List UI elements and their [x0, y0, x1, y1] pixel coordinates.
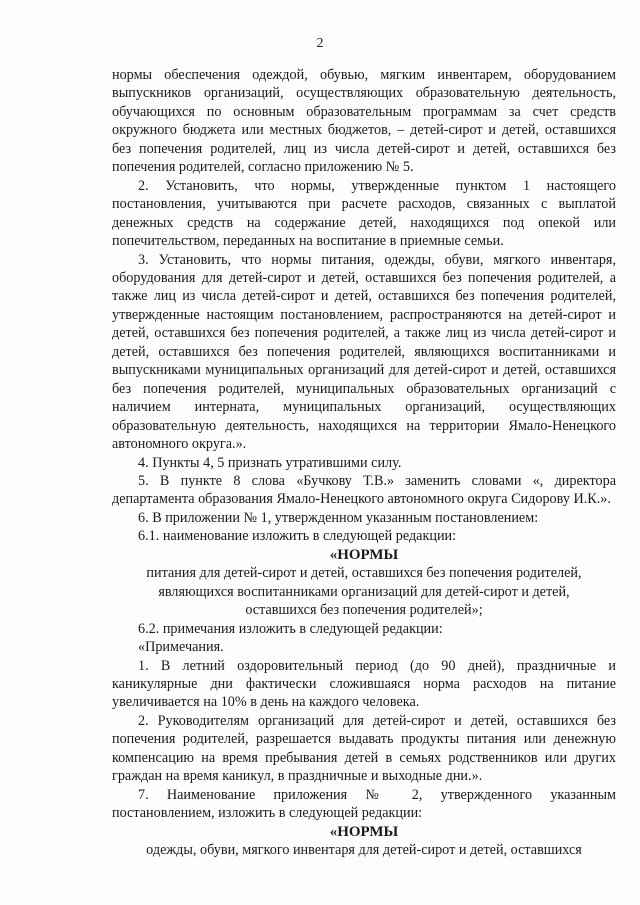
note-2: 2. Руководителям организаций для детей-сирот и детей, оставшихся без попечения родителей, разрешается выдавать продукты питания или денежную компенсацию на время пребывания детей в семьях родственников или других граждан на время каникул, в праздничные и выходные дни.». [112, 712, 616, 785]
paragraph-6: 6. В приложении № 1, утвержденном указанным постановлением: [138, 509, 539, 526]
section-title-2: «НОРМЫ [329, 823, 399, 840]
section-subtitle-2-line-1: одежды, обуви, мягкого инвентаря для детей-сирот и детей, оставшихся [146, 842, 582, 859]
paragraph-7: 7. Наименование приложения № 2, утвержденного указанным постановлением, изложить в следующей редакции: [112, 786, 616, 822]
page-number: 2 [316, 36, 324, 51]
paragraph-6-1: 6.1. наименование изложить в следующей редакции: [138, 528, 457, 545]
paragraph-2: 2. Установить, что нормы, утвержденные пунктом 1 настоящего постановления, учитываются при расчете расходов, связанных с выплатой денежных средств на содержание детей, находящихся под опекой или попечительством, переданных на воспитание в приемные семьи. [112, 177, 616, 250]
paragraph-3: 3. Установить, что нормы питания, одежды, обуви, мягкого инвентаря, оборудования для детей-сирот и детей, оставшихся без попечения родителей, а также лиц из числа детей-сирот и детей, оставшихся без попечения родителей, утвержденные настоящим постановлением, распространяются на детей-сирот и детей, оставшихся без попечения родителей, а также лиц из числа детей-сирот и детей, оставшихся без попечения родителей, являющихся воспитанниками и выпускниками муниципальных организаций для детей-сирот и детей, оставшихся без попечения родителей, муниципальных образовательных организаций с наличием интерната, муниципальных организаций, осуществляющих образовательную деятельность, находящихся на территории Ямало-Ненецкого автономного округа.». [112, 251, 616, 453]
section-subtitle-1-line-3: оставшихся без попечения родителей»; [245, 602, 483, 619]
paragraph-5: 5. В пункте 8 слова «Бучкову Т.В.» заменить словами «, директора департамента образования Ямало-Ненецкого автономного округа Сидорову И.К.». [112, 472, 616, 508]
section-title-1: «НОРМЫ [329, 546, 399, 563]
paragraph-4: 4. Пункты 4, 5 признать утратившими силу. [138, 454, 402, 471]
paragraph-6-2: 6.2. примечания изложить в следующей редакции: [138, 620, 443, 637]
document-body [112, 66, 616, 859]
note-1: 1. В летний оздоровительный период (до 90 дней), праздничные и каникулярные дни фактически сложившаяся норма расходов на питание увеличивается на 10% в день на каждого человека. [112, 657, 616, 711]
section-subtitle-1-line-1: питания для детей-сирот и детей, оставшихся без попечения родителей, [146, 565, 582, 582]
section-subtitle-1-line-2: являющихся воспитанниками организаций для детей-сирот и детей, [158, 583, 570, 600]
notes-heading: «Примечания. [138, 639, 224, 656]
paragraph-1: нормы обеспечения одеждой, обувью, мягким инвентарем, оборудованием выпускников организаций, осуществляющих образовательную деятельность, обучающихся по основным образовательным программам за счет средств окружного бюджета или местных бюджетов, – детей-сирот и детей, оставшихся без попечения родителей, лиц из числа детей-сирот и детей, оставшихся без попечения родителей, согласно приложению № 5. [112, 67, 616, 176]
